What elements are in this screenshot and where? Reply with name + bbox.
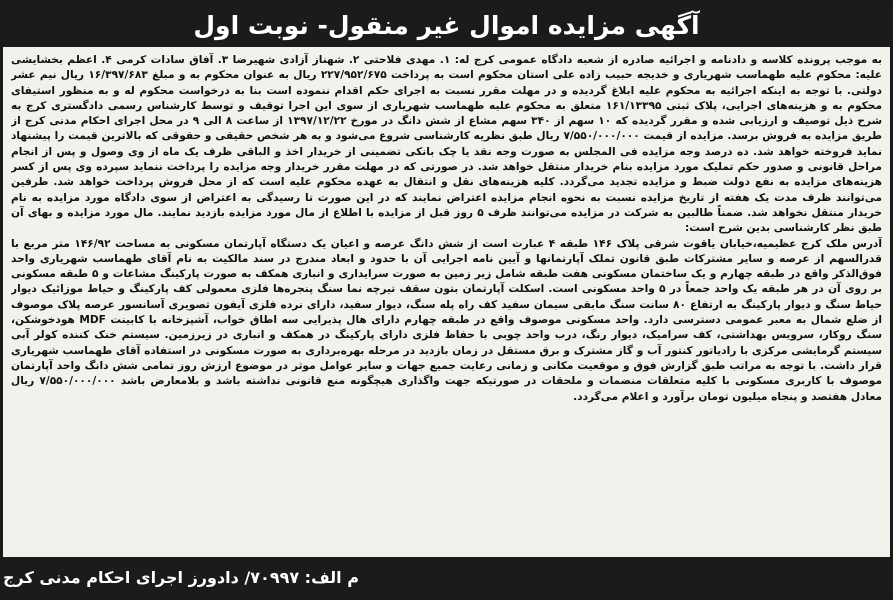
notice-body <box>11 53 882 553</box>
notice-footer-reference: م الف: ۷۰۹۹۷/ دادورز اجرای احکام مدنی کرج <box>3 567 359 587</box>
notice-paragraph-property: آدرس ملک کرج عظیمیه،خیابان یاقوت شرقی پلاک ۱۴۶ طبقه ۴ عبارت است از شش دانگ عرصه و اعیان یک دستگاه آپارتمان مسکونی به مساحت ۱۴۶/۹۲ متر مربع با قدرالسهم از عرصه و سایر مشترکات طبق قانون تملک آپارتمانها و آیین نامه اجرایی آن با حدود و ابعاد مندرج در سند مالکیت به نام آقای طهماسب شهریاری واحد فوق‌الذکر واقع در طبقه چهارم و یک ساختمان مسکونی هفت طبقه شامل زیر زمین به صورت سرایداری و انباری همکف به صورت پارکینگ مشاعات و ۵ طبقه مسکونی بر روی آن در هر طبقه یک واحد جمعاً در ۵ واحد مسکونی است. اسکلت آپارتمان بتون سقف تیرچه نما سنگ پنجره‌ها فلزی معمولی کف پارکینگ و حیاط موزائیک دیوار حیاط سنگ و دیوار پارکینگ به ارتفاع ۸۰ سانت سنگ مابقی سیمان سفید کف راه پله سنگ، دیوار سفید، دارای نرده فلزی آیفون تصویری آسانسور عرصه پلاک موصوف از ضلع شمال به معبر عمومی دسترسی دارد. واحد مسکونی موصوف واقع در طبقه چهارم دارای هال پذیرایی سه اطاق خواب، آشپزخانه با کابینت MDF هودخوشکن، سنگ روکار، سرویس بهداشتی، کف سرامیک، دیوار رنگ، درب واحد چوبی با حفاظ فلزی دارای پارکینگ در همکف و انباری در زیرزمین. سیستم خنک کننده کولر آبی سیستم گرمایشی مرکزی با رادیاتور کنتور آب و گاز مشترک و برق مستقل در زمان بازدید در مرحله بهره‌برداری به صورت مسکونی در استفاده آقای طهماسب شهریاری قرار داشت. با توجه به مراتب طبق گزارش فوق و موقعیت مکانی و زمانی رعایت جمیع جهات و سایر عوامل موثر در موضوع ارزش روز تمامی شش دانگ واحد آپارتمان موصوف با کاربری مسکونی با کلیه متعلقات منضمات و ملحقات در صورتیکه جهت واگذاری هیچگونه منع قانونی نداشته باشد و بلامعارض باشد ۷/۵۵۰/۰۰۰/۰۰۰ ریال معادل هفتصد و پنجاه میلیون تومان برآورد و اعلام می‌گردد. <box>11 237 882 403</box>
footer-banner <box>3 557 890 597</box>
title-banner <box>3 3 890 47</box>
notice-title: آگهی مزایده اموال غیر منقول- نوبت اول <box>193 10 700 40</box>
notice-paragraph-intro: به موجب پرونده کلاسه و دادنامه و اجرائیه صادره از شعبه دادگاه عمومی کرج له: ۱. مهدی فلاحتی ۲. شهناز آزادی شهیرضا ۳. آفاق سادات کرمی ۴. اعظم بخشایشی علیه: محکوم علیه طهماسب شهریاری و خدیجه حبیب زاده علی استان محکوم است به پرداخت ۲۲۷/۹۵۲/۶۷۵ ریال به عنوان محکوم به و مبلغ ۱۶/۳۹۷/۶۸۳ ریال نیم عشر دولتی. با توجه به اینکه اجرائیه به محکوم علیه ابلاغ گردیده و در مهلت مقرر نسبت به اجرای حکم اقدام ننموده است بنا به درخواست محکوم له و به منظور استیفای محکوم به و هزینه‌های اجرایی، پلاک ثبتی ۱۶۱/۱۳۳۹۵ متعلق به محکوم علیه طهماسب شهریاری از سوی این اجرا توقیف و توسط کارشناس رسمی دادگستری کرج به شرح ذیل توصیف و ارزیابی شده و مقرر گردیده که ۱۰ سهم از ۳۴۰ سهم مشاع از شش دانگ در مورخ ۱۳۹۷/۱۲/۲۲ از ساعت ۸ الی ۹ در محل اجرای احکام مدنی کرج از طریق مزایده به فروش برسد. مزایده از قیمت ۷/۵۵۰/۰۰۰/۰۰۰ ریال طبق نظریه کارشناسی شروع می‌شود و به هر شخص حقیقی و حقوقی که بالاترین قیمت را پیشنهاد نماید فروخته خواهد شد. ده درصد وجه مزایده فی المجلس به صورت وجه نقد یا چک بانکی تضمینی از خریدار اخذ و الباقی ظرف یک ماه از وی وصول و پس از انجام مراحل قانونی و صدور حکم تملیک مورد مزایده بنام خریدار منتقل خواهد شد. در صورتی که در مهلت مقرر خریدار وجه مزایده را پرداخت ننماید سپرده وی پس از کسر هزینه‌های مزایده به نفع دولت ضبط و مزایده تجدید می‌گردد. کلیه هزینه‌های نقل و انتقال به عهده محکوم علیه است که از محل فروش پرداخت خواهد شد. طرفین می‌توانند ظرف مدت یک هفته از تاریخ مزایده نسبت به نحوه انجام مزایده اعتراض نمایند که در این صورت تا رسیدگی به اعتراض از سوی دادگاه مورد مزایده به نام خریدار منتقل نخواهد شد. ضمناً طالبین به شرکت در مزایده می‌توانند ظرف ۵ روز قبل از مزایده با اطلاع از مال مورد مزایده بازدید نمایند. مال مورد مزایده و بهای آن طبق نظر کارشناسی بدین شرح است: <box>11 54 882 235</box>
